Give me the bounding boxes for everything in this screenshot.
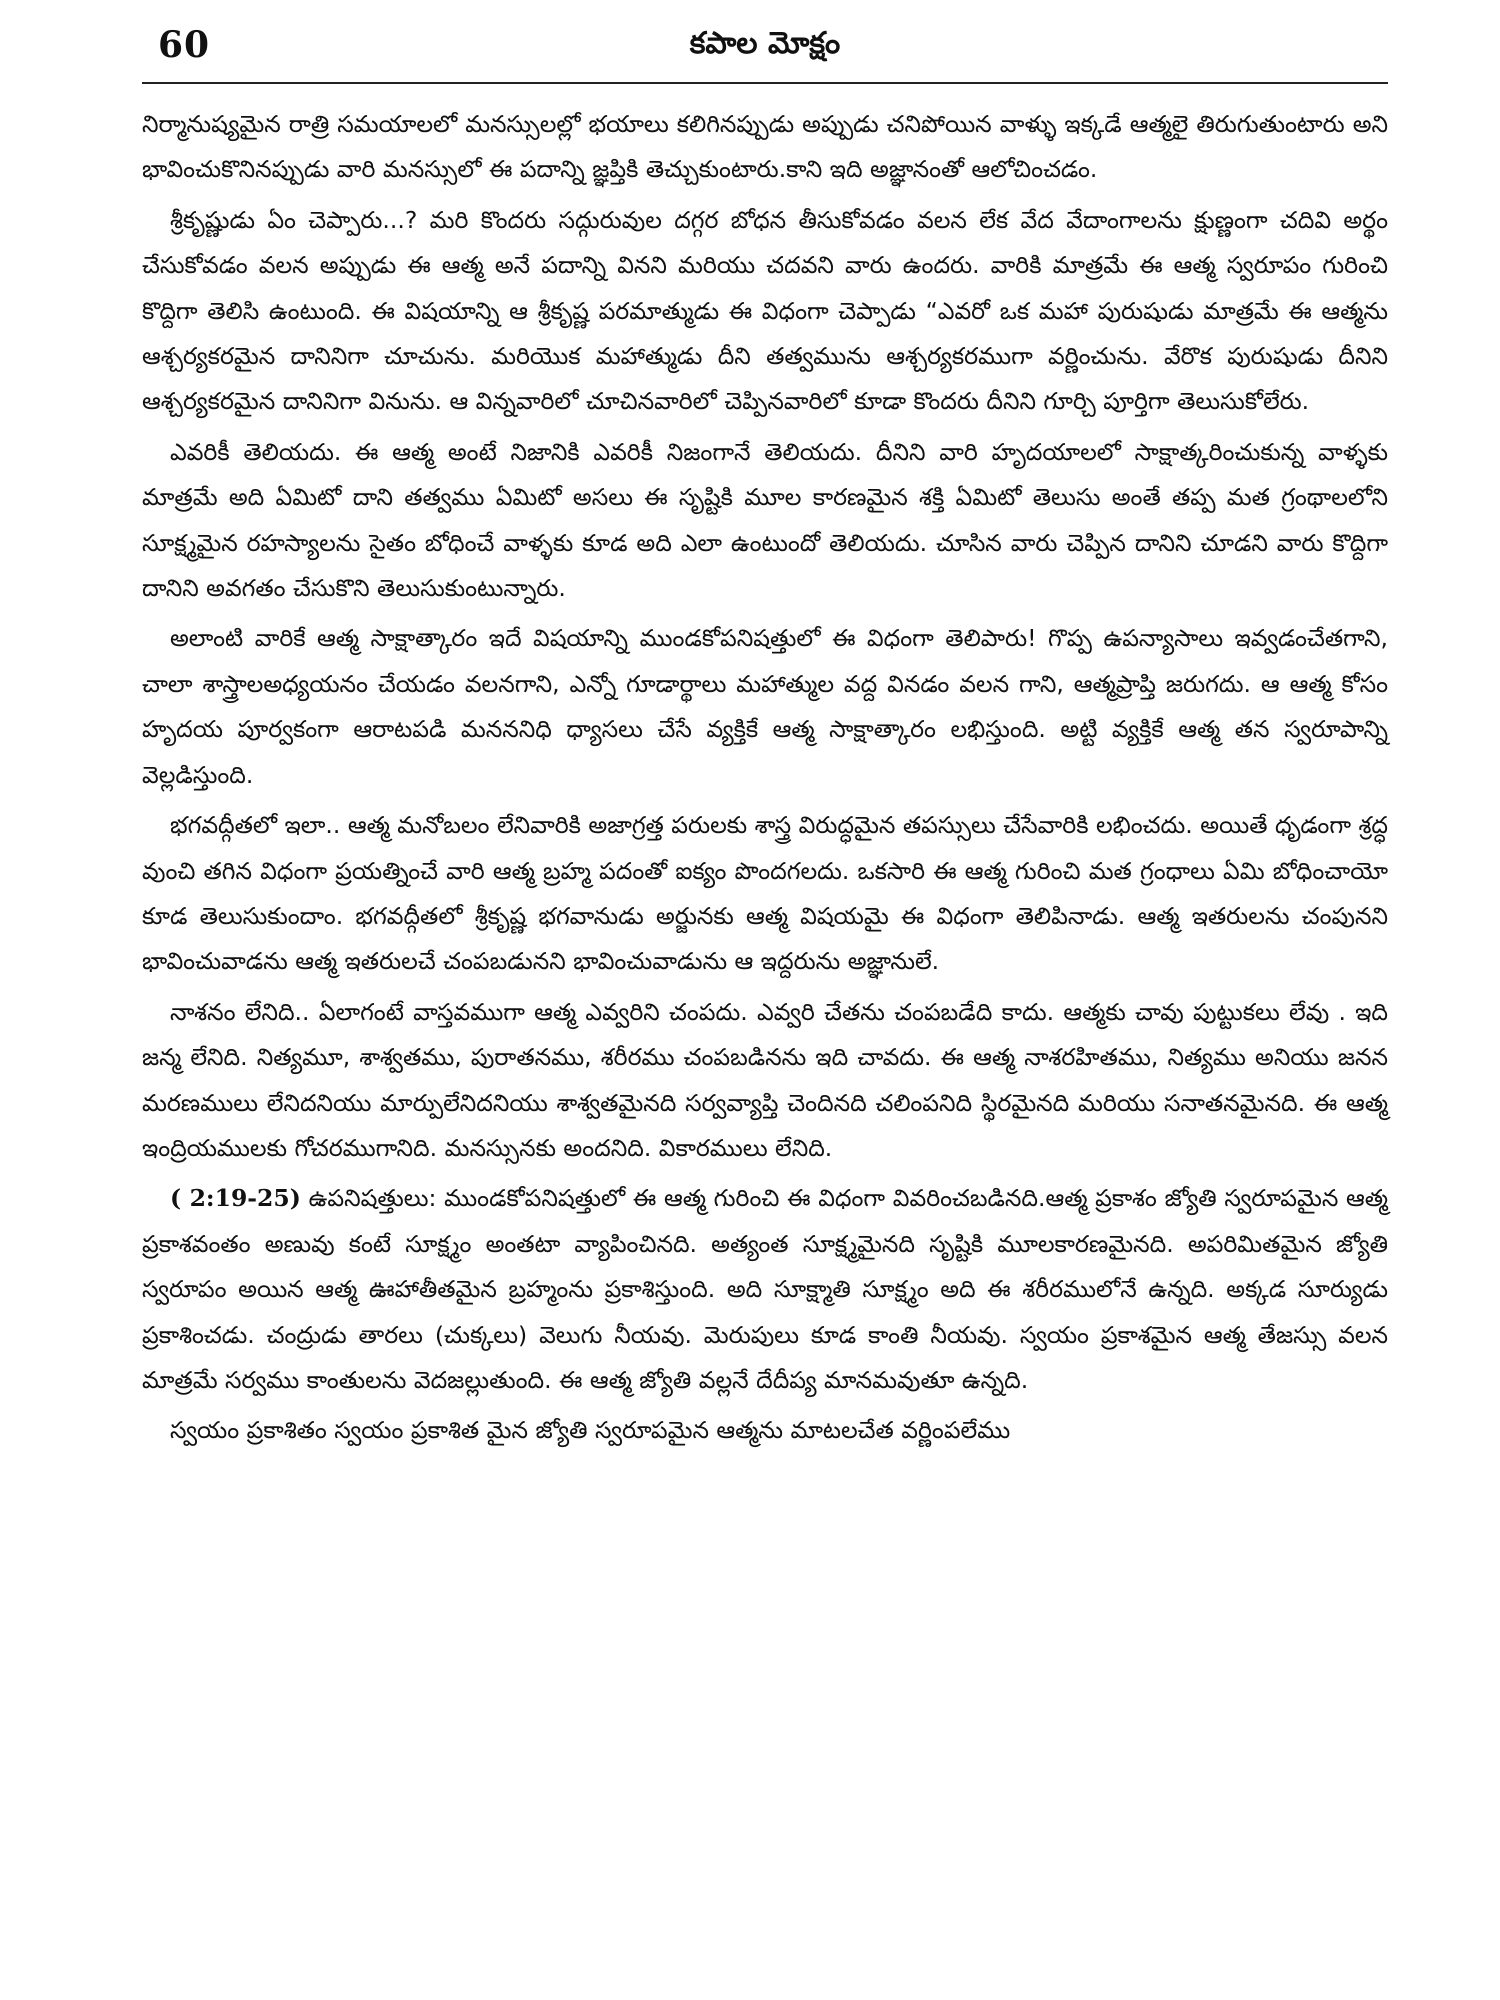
verse-paragraph [142,1176,1388,1403]
body-text [142,102,1388,1454]
paragraph: అలాంటి వారికే ఆత్మ సాక్షాత్కారం ఇదే విషయాన్ని ముండకోపనిషత్తులో ఈ విధంగా తెలిపారు! గొప్ప ఉపన్యాసాలు ఇవ్వడంచేతగాని, చాలా శాస్త్రాలఅధ్యయనం చేయడం వలనగాని, ఎన్నో గూడార్థాలు మహాత్ముల వద్ద వినడం వలన గాని, ఆత్మప్రాప్తి జరుగదు. ఆ ఆత్మ కోసం హృదయ పూర్వకంగా ఆరాటపడి మనననిధి ధ్యాసలు చేసే వ్యక్తికే ఆత్మ సాక్షాత్కారం లభిస్తుంది. అట్టి వ్యక్తికే ఆత్మ తన స్వరూపాన్ని వెల్లడిస్తుంది. [142,624,1388,789]
paragraph: స్వయం ప్రకాశితం స్వయం ప్రకాశిత మైన జ్యోతి స్వరూపమైన ఆత్మను మాటలచేత వర్ణింపలేము [170,1416,1011,1445]
paragraph: నిర్మానుష్యమైన రాత్రి సమయాలలో మనస్సులల్లో భయాలు కలిగినప్పుడు అప్పుడు చనిపోయిన వాళ్ళు ఇక్కడే ఆత్మలై తిరుగుతుంటారు అని భావించుకొనినప్పుడు వారి మనస్సులో ఈ పదాన్ని జ్ఞప్తికి తెచ్చుకుంటారు.కాని ఇది అజ్ఞానంతో ఆలోచించడం. [142,110,1388,184]
page-header [142,20,1388,84]
paragraph: ఎవరికీ తెలియదు. ఈ ఆత్మ అంటే నిజానికి ఎవరికీ నిజంగానే తెలియదు. దీనిని వారి హృదయాలలో సాక్షాత్కరించుకున్న వాళ్ళకు మాత్రమే అది ఏమిటో దాని తత్వము ఏమిటో అసలు ఈ సృష్టికి మూల కారణమైన శక్తి ఏమిటో తెలుసు అంతే తప్ప మత గ్రంథాలలోని సూక్ష్మమైన రహస్యాలను సైతం బోధించే వాళ్ళకు కూడ అది ఎలా ఉంటుందో తెలియదు. చూసిన వారు చెప్పిన దానిని చూడని వారు కొద్దిగా దానిని అవగతం చేసుకొని తెలుసుకుంటున్నారు. [142,437,1388,603]
paragraph: శ్రీకృష్ణుడు ఏం చెప్పారు...? మరి కొందరు సద్గురువుల దగ్గర బోధన తీసుకోవడం వలన లేక వేద వేదాంగాలను క్షుణ్ణంగా చదివి అర్థం చేసుకోవడం వలన అప్పుడు ఈ ఆత్మ అనే పదాన్ని వినని మరియు చదవని వారు ఉందరు. వారికి మాత్రమే ఈ ఆత్మ స్వరూపం గురించి కొద్దిగా తెలిసి ఉంటుంది. ఈ విషయాన్ని ఆ శ్రీకృష్ణ పరమాత్ముడు ఈ విధంగా చెప్పాడు “ఎవరో ఒక మహా పురుషుడు మాత్రమే ఈ ఆత్మను ఆశ్చర్యకరమైన దానినిగా చూచును. మరియొక మహాత్ముడు దీని తత్వమును ఆశ్చర్యకరముగా వర్ణించును. వేరొక పురుషుడు దీనిని ఆశ్చర్యకరమైన దానినిగా వినును. ఆ విన్నవారిలో చూచినవారిలో చెప్పినవారిలో కూడా కొందరు దీనిని గూర్చి పూర్తిగా తెలుసుకోలేరు. [142,205,1388,416]
page-number: 60 [158,24,211,66]
verse-reference: ( 2:19-25) [170,1184,301,1213]
paragraph: భగవద్గీతలో ఇలా.. ఆత్మ మనోబలం లేనివారికి అజాగ్రత్త పరులకు శాస్త్ర విరుద్ధమైన తపస్సులు చేసేవారికి లభించదు. అయితే ధృడంగా శ్రద్ధ వుంచి తగిన విధంగా ప్రయత్నించే వారి ఆత్మ బ్రహ్మ పదంతో ఐక్యం పొందగలదు. ఒకసారి ఈ ఆత్మ గురించి మత గ్రంధాలు ఏమి బోధించాయో కూడ తెలుసుకుందాం. భగవద్గీతలో శ్రీకృష్ణ భగవానుడు అర్జునకు ఆత్మ విషయమై ఈ విధంగా తెలిపినాడు. ఆత్మ ఇతరులను చంపునని భావించువాడను ఆత్మ ఇతరులచే చంపబడునని భావించువాడును ఆ ఇద్దరును అజ్ఞానులే. [142,811,1388,976]
running-title: కపాల మోక్షం [689,26,841,61]
paragraph: నాశనం లేనిది.. ఏలాగంటే వాస్తవముగా ఆత్మ ఎవ్వరిని చంపదు. ఎవ్వరి చేతను చంపబడేది కాదు. ఆత్మకు చావు పుట్టుకలు లేవు . ఇది జన్మ లేనిది. నిత్యమూ, శాశ్వతము, పురాతనము, శరీరము చంపబడినను ఇది చావదు. ఈ ఆత్మ నాశరహితము, నిత్యము అనియు జనన మరణములు లేనిదనియు మార్పులేనిదనియు శాశ్వతమైనది సర్వవ్యాప్తి చెందినది చలింపనిది స్థిరమైనది మరియు సనాతనమైనది. ఈ ఆత్మ ఇంద్రియములకు గోచరముగానిది. మనస్సునకు అందనిది. వికారములు లేనిది. [142,997,1388,1162]
verse-paragraph-text: ఉపనిషత్తులు: ముండకోపనిషత్తులో ఈ ఆత్మ గురించి ఈ విధంగా వివరించబడినది.ఆత్మ ప్రకాశం జ్యోతి స్వరూపమైన ఆత్మ ప్రకాశవంతం అణువు కంటే సూక్ష్మం అంతటా వ్యాపించినది. అత్యంత సూక్ష్మమైనది సృష్టికి మూలకారణమైనది. అపరిమితమైన జ్యోతి స్వరూపం అయిన ఆత్మ ఊహాతీతమైన బ్రహ్మంను ప్రకాశిస్తుంది. అది సూక్ష్మాతి సూక్ష్మం అది ఈ శరీరములోనే ఉన్నది. అక్కడ సూర్యుడు ప్రకాశించడు. చంద్రుడు తారలు (చుక్కలు) వెలుగు నీయవు. మెరుపులు కూడ కాంతి నీయవు. స్వయం ప్రకాశమైన ఆత్మ తేజస్సు వలన మాత్రమే సర్వము కాంతులను వెదజల్లుతుంది. ఈ ఆత్మ జ్యోతి వల్లనే దేదీప్య మానమవుతూ ఉన్నది. [142,1184,1388,1394]
